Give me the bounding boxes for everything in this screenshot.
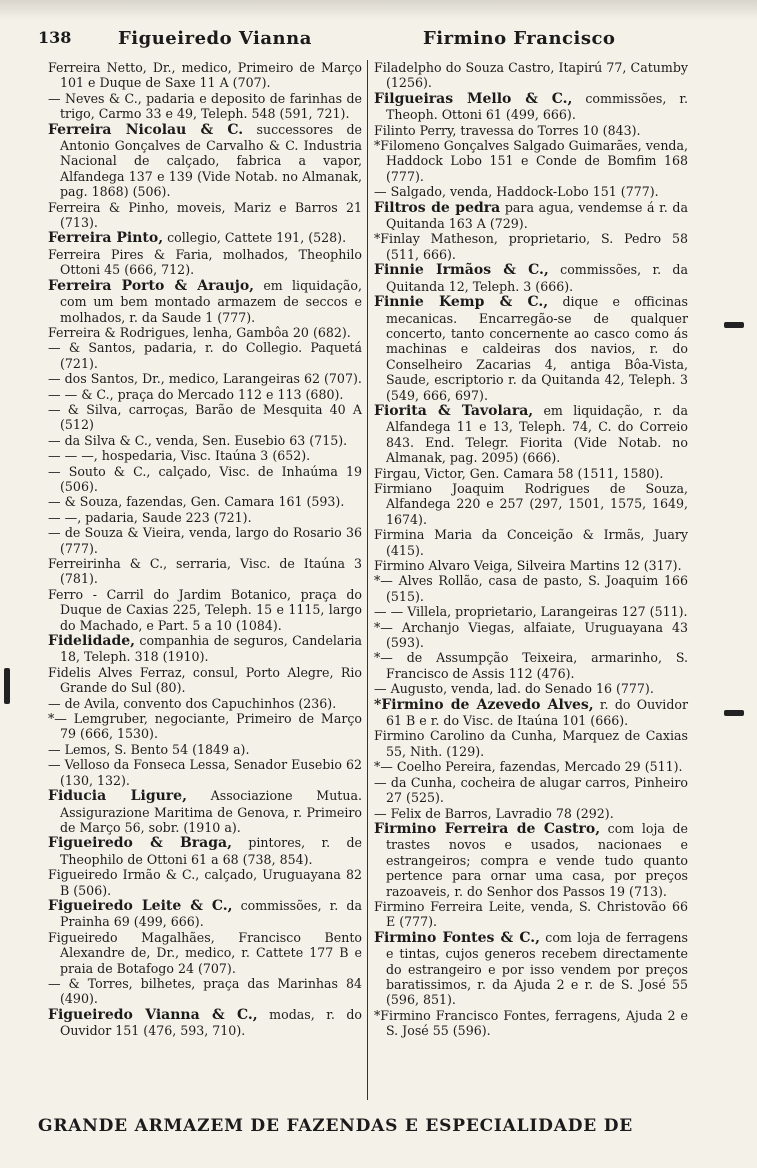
directory-entry [374,527,688,558]
directory-entry [374,728,688,759]
entry-text: *Firmino Francisco Fontes, ferragens, Ajuda 2 e S. José 55 (596). [374,1007,688,1039]
entry-text: — Souto & C., calçado, Visc. de Inhaúma 19 (506). [48,463,362,494]
directory-entry [48,402,362,433]
directory-entry [374,620,688,651]
entry-text: Firmina Maria da Conceição & Irmãs, Juary (415). [374,527,688,558]
entry-text: com loja de ferragens e tintas, cujos generos recebem directamente do estrangeiro e por isso vendem por preços baratissimos, r. da Ajuda 2 e r. de S. José 55 (596, 851). [386,929,688,1008]
entry-bold-name: *Firmino de Azevedo Alves, [374,696,594,713]
entry-text: *— de Assumpção Teixeira, armarinho, S. Francisco de Assis 112 (476). [374,650,688,681]
directory-entry [48,757,362,788]
entry-text: Filinto Perry, travessa do Torres 10 (843). [374,122,641,138]
entry-text: *— Alves Rollão, casa de pasto, S. Joaquim 166 (515). [374,573,688,604]
entry-text: commissões, r. da Prainha 69 (499, 666). [60,897,362,930]
directory-entry [48,433,362,448]
directory-entry [48,867,362,898]
directory-entry [374,262,688,294]
directory-entry [48,742,362,757]
entry-bold-name: Filgueiras Mello & C., [374,90,573,107]
directory-entry [374,899,688,930]
entry-text: — Salgado, venda, Haddock-Lobo 151 (777). [374,184,659,200]
entry-text: — Velloso da Fonseca Lessa, Senador Eusebio 62 (130, 132). [48,757,363,788]
margin-bracket-mark [4,668,10,704]
entry-bold-name: Fiorita & Tavolara, [374,402,534,419]
entry-bold-name: Ferreira Pinto, [48,230,164,247]
directory-entry [374,1008,688,1039]
entry-text: Ferreirinha & C., serraria, Visc. de Itaúna 3 (781). [48,556,362,587]
entry-text: — Augusto, venda, lad. do Senado 16 (777). [374,681,654,697]
directory-entry [48,525,362,556]
directory-entry [48,91,362,122]
directory-entry [48,556,362,587]
entry-text: *— Archanjo Viegas, alfaiate, Uruguayana 43 (593). [374,619,688,651]
directory-entry [48,510,362,525]
entry-text: *— Lemgruber, negociante, Primeiro de Março 79 (666, 1530). [48,711,362,742]
directory-entry [374,697,688,729]
directory-entry [48,200,362,231]
directory-entry [48,665,362,696]
column-divider [367,60,368,1100]
entry-text: — Felix de Barros, Lavradio 78 (292). [374,805,614,821]
entry-text: — de Souza & Vieira, venda, largo do Rosario 36 (777). [48,525,362,556]
directory-entry [48,835,362,867]
entry-text: — & Torres, bilhetes, praça das Marinhas 84 (490). [48,975,362,1007]
entry-bold-name: Fiducia Ligure, [48,788,187,805]
directory-entry [48,230,362,246]
entry-text: companhia de seguros, Candelaria 18, Teleph. 318 (1910). [60,633,362,665]
entry-text: — — & C., praça do Mercado 112 e 113 (680). [48,386,344,402]
directory-entry [374,60,688,91]
directory-entry [374,123,688,138]
entry-text: successores de Antonio Gonçalves de Carvalho & C. Industria Nacional de calçado, fabrica a vapor, Alfandega 137 e 139 (Vide Notab. no Almanak, pag. 1868) (506). [60,121,362,200]
directory-entry [48,633,362,665]
entry-text: Figueiredo Magalhães, Francisco Bento Alexandre de, Dr., medico, r. Cattete 177 B e praia de Botafogo 24 (707). [48,929,362,976]
margin-arrow-mark [724,710,744,716]
entry-text: Figueiredo Irmão & C., calçado, Uruguayana 82 B (506). [48,867,362,898]
entry-text: Fidelis Alves Ferraz, consul, Porto Alegre, Rio Grande do Sul (80). [48,664,362,696]
directory-entry [48,325,362,340]
directory-page [38,28,698,1148]
entry-bold-name: Fidelidade, [48,633,136,650]
directory-entry [374,650,688,681]
entry-bold-name: Ferreira Porto & Araujo, [48,277,255,294]
entry-text: Ferreira & Rodrigues, lenha, Gambôa 20 (682). [48,324,351,340]
directory-entry [48,711,362,742]
directory-entry [48,696,362,711]
directory-entry [374,806,688,821]
entry-text: modas, r. do Ouvidor 151 (476, 593, 710). [60,1006,362,1039]
directory-entry [374,403,688,466]
footer-banner: GRANDE ARMAZEM DE FAZENDAS E ESPECIALIDADE DE [38,1116,634,1136]
directory-entry [48,930,362,976]
entry-text: em liquidação, com um bem montado armazem de seccos e molhados, r. da Saude 1 (777). [60,277,363,325]
entry-text: Ferro - Carril do Jardim Botanico, praça do Duque de Caxias 225, Teleph. 15 e 1115, largo do Machado, e Part. 5 a 10 (1084). [48,586,362,633]
page-number: 138 [38,28,72,47]
directory-entry [374,184,688,199]
entry-text: — da Cunha, cocheira de alugar carros, Pinheiro 27 (525). [374,774,688,806]
directory-entry [48,494,362,509]
entry-text: dique e officinas mecanicas. Encarregão-se de qualquer concerto, tanto concernente ao casco como ás machinas e caldeiras dos navios, r. do Conselheiro Zacarias 4, antiga Bôa-Vista, Saude, escriptorio r. da Quitanda 42, Teleph. 3 (549, 666, 697). [386,294,688,403]
entry-text: — dos Santos, Dr., medico, Larangeiras 62 (707). [48,371,362,387]
directory-entry [374,681,688,696]
entry-text: *— Coelho Pereira, fazendas, Mercado 29 (511). [374,759,683,775]
entry-text: Associazione Mutua. Assigurazione Maritima de Genova, r. Primeiro de Março 56, sobr. (1910 a). [60,788,362,835]
directory-entry [48,122,362,200]
entry-text: para agua, vendemse á r. da Quitanda 163 A (729). [386,199,688,232]
directory-entry [48,587,362,633]
entry-text: — & Silva, carroças, Barão de Mesquita 40 A (512) [48,401,362,433]
directory-entry [48,976,362,1007]
right-running-head: Firmino Francisco [423,28,616,49]
entry-text: — Neves & C., padaria e deposito de farinhas de trigo, Carmo 33 e 49, Teleph. 548 (591, 721). [48,90,362,122]
directory-entry [374,231,688,262]
directory-entry [48,247,362,278]
entry-text: Ferreira Pires & Faria, molhados, Theophilo Ottoni 45 (666, 712). [48,246,362,278]
margin-arrow-mark [724,322,744,328]
page-header [38,28,698,58]
entry-text: Firmino Carolino da Cunha, Marquez de Caxias 55, Nith. (129). [374,728,688,759]
entry-text: *Finlay Matheson, proprietario, S. Pedro 58 (511, 666). [374,231,688,262]
left-column [48,60,362,1100]
entry-text: Ferreira Netto, Dr., medico, Primeiro de Março 101 e Duque de Saxe 11 A (707). [48,60,362,91]
entry-text: em liquidação, r. da Alfandega 11 e 13, Teleph. 74, C. do Correio 843. End. Telegr. Fiorita (Vide Notab. no Almanak, pag. 2095) (666). [386,402,688,466]
entry-text: — de Avila, convento dos Capuchinhos (236). [48,695,337,711]
columns [38,60,698,1100]
directory-entry [374,466,688,481]
entry-text: Firgau, Victor, Gen. Camara 58 (1511, 1580). [374,465,664,481]
directory-entry [48,448,362,463]
right-column [374,60,688,1100]
directory-entry [374,91,688,123]
directory-entry [374,573,688,604]
directory-entry [48,371,362,386]
directory-entry [48,60,362,91]
directory-entry [48,898,362,930]
entry-text: collegio, Cattete 191, (528). [163,230,347,246]
directory-entry [374,775,688,806]
entry-text: commissões, r. Theoph. Ottoni 61 (499, 666). [386,90,688,123]
entry-text: — da Silva & C., venda, Sen. Eusebio 63 (715). [48,432,348,448]
entry-bold-name: Finnie Kemp & C., [374,294,549,311]
entry-text: Firmino Ferreira Leite, venda, S. Christovão 66 E (777). [374,898,688,930]
directory-entry [374,821,688,899]
entry-text: *Filomeno Gonçalves Salgado Guimarães, venda, Haddock Lobo 151 e Conde de Bomfim 168 (777). [374,138,688,184]
directory-entry [374,558,688,573]
directory-entry [48,788,362,835]
directory-entry [374,930,688,1008]
directory-entry [48,278,362,325]
directory-entry [374,294,688,403]
directory-entry [374,759,688,774]
entry-text: — — —, hospedaria, Visc. Itaúna 3 (652). [48,448,311,464]
entry-bold-name: Figueiredo & Braga, [48,835,232,852]
entry-text: Filadelpho do Souza Castro, Itapirú 77, Catumby (1256). [374,60,688,91]
entry-text: — Lemos, S. Bento 54 (1849 a). [48,741,250,757]
scan-edge-shadow [0,0,757,20]
entry-text: r. do Ouvidor 61 B e r. do Visc. de Itaúna 101 (666). [386,696,688,729]
directory-entry [374,481,688,527]
entry-text: — —, padaria, Saude 223 (721). [48,509,252,525]
entry-bold-name: Firmino Ferreira de Castro, [374,820,601,837]
left-running-head: Figueiredo Vianna [118,28,312,49]
directory-entry [374,138,688,184]
entry-text: Firmino Alvaro Veiga, Silveira Martins 12 (317). [374,558,682,573]
entry-bold-name: Firmino Fontes & C., [374,929,540,946]
directory-entry [48,340,362,371]
directory-entry [374,604,688,619]
directory-entry [48,387,362,402]
entry-text: Ferreira & Pinho, moveis, Mariz e Barros 21 (713). [48,199,362,231]
directory-entry [48,1007,362,1039]
entry-bold-name: Ferreira Nicolau & C. [48,121,244,138]
entry-bold-name: Figueiredo Leite & C., [48,897,233,914]
entry-text: Firmiano Joaquim Rodrigues de Souza, Alfandega 220 e 257 (297, 1501, 1575, 1649, 1674). [374,480,688,527]
entry-bold-name: Finnie Irmãos & C., [374,262,549,279]
entry-text: commissões, r. da Quitanda 12, Teleph. 3 (666). [386,262,688,294]
entry-text: — & Santos, padaria, r. do Collegio. Paquetá (721). [48,340,362,371]
directory-entry [48,464,362,495]
directory-entry [374,200,688,232]
entry-text: pintores, r. de Theophilo de Ottoni 61 a 68 (738, 854). [60,835,362,867]
entry-bold-name: Filtros de pedra [374,199,501,216]
entry-text: — — Villela, proprietario, Larangeiras 127 (511). [374,604,688,620]
entry-bold-name: Figueiredo Vianna & C., [48,1006,258,1023]
entry-text: — & Souza, fazendas, Gen. Camara 161 (593). [48,494,345,510]
entry-text: com loja de trastes novos e usados, nacionaes e estrangeiros; compra e vende tudo quanto pertence para ornar uma casa, por preços razoaveis, r. do Senhor dos Passos 19 (713). [386,820,688,899]
